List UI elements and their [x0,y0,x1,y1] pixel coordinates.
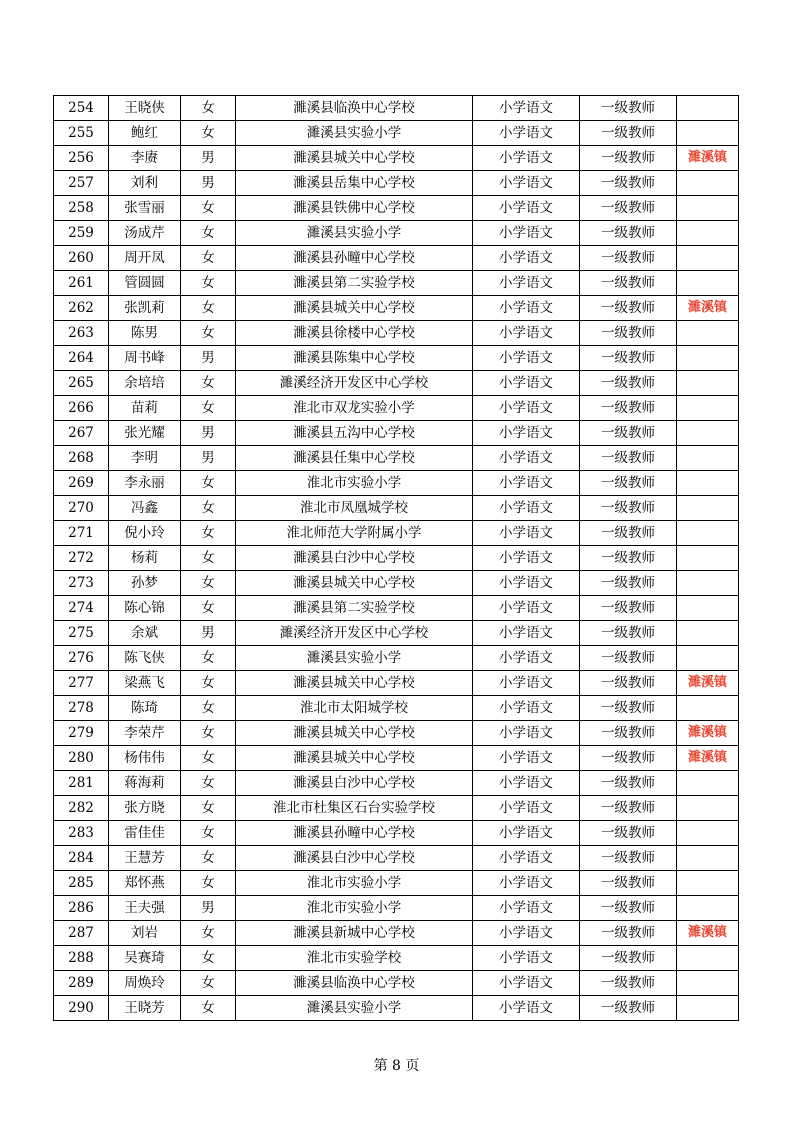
teacher-gender: 女 [181,996,236,1021]
subject: 小学语文 [473,396,580,421]
location-note [677,696,739,721]
school-name: 濉溪县临涣中心学校 [236,971,473,996]
subject: 小学语文 [473,321,580,346]
teacher-gender: 男 [181,896,236,921]
school-name: 濉溪县岳集中心学校 [236,171,473,196]
teacher-gender: 女 [181,471,236,496]
subject: 小学语文 [473,271,580,296]
teacher-name: 倪小玲 [109,521,181,546]
location-note [677,371,739,396]
professional-title: 一级教师 [580,821,677,846]
teacher-gender: 女 [181,246,236,271]
professional-title: 一级教师 [580,446,677,471]
teacher-gender: 女 [181,321,236,346]
teacher-gender: 女 [181,371,236,396]
school-name: 淮北市实验学校 [236,946,473,971]
row-number: 268 [54,446,109,471]
table-row [54,971,739,996]
location-note: 濉溪镇 [677,746,739,771]
table-row [54,396,739,421]
teacher-name: 余培培 [109,371,181,396]
row-number: 288 [54,946,109,971]
teacher-name: 杨莉 [109,546,181,571]
teacher-name: 陈男 [109,321,181,346]
subject: 小学语文 [473,996,580,1021]
row-number: 255 [54,121,109,146]
row-number: 270 [54,496,109,521]
professional-title: 一级教师 [580,996,677,1021]
school-name: 濉溪县五沟中心学校 [236,421,473,446]
professional-title: 一级教师 [580,671,677,696]
teacher-gender: 女 [181,746,236,771]
school-name: 濉溪县第二实验学校 [236,596,473,621]
professional-title: 一级教师 [580,971,677,996]
school-name: 濉溪县白沙中心学校 [236,546,473,571]
teacher-name: 蒋海莉 [109,771,181,796]
teacher-gender: 女 [181,796,236,821]
teacher-gender: 女 [181,846,236,871]
roster-body [54,96,739,1021]
school-name: 濉溪县城关中心学校 [236,721,473,746]
professional-title: 一级教师 [580,946,677,971]
location-note: 濉溪镇 [677,146,739,171]
teacher-roster-table [53,95,739,1021]
subject: 小学语文 [473,296,580,321]
teacher-name: 周书峰 [109,346,181,371]
row-number: 254 [54,96,109,121]
school-name: 淮北市太阳城学校 [236,696,473,721]
table-row [54,146,739,171]
location-note [677,471,739,496]
teacher-name: 张凯莉 [109,296,181,321]
professional-title: 一级教师 [580,296,677,321]
professional-title: 一级教师 [580,421,677,446]
table-row [54,821,739,846]
teacher-gender: 女 [181,596,236,621]
row-number: 290 [54,996,109,1021]
teacher-gender: 女 [181,546,236,571]
teacher-gender: 女 [181,696,236,721]
row-number: 281 [54,771,109,796]
teacher-name: 苗莉 [109,396,181,421]
location-note [677,871,739,896]
subject: 小学语文 [473,596,580,621]
table-row [54,746,739,771]
teacher-name: 张雪丽 [109,196,181,221]
teacher-name: 陈飞侠 [109,646,181,671]
location-note [677,121,739,146]
row-number: 261 [54,271,109,296]
location-note [677,171,739,196]
table-row [54,221,739,246]
teacher-gender: 女 [181,821,236,846]
table-row [54,771,739,796]
subject: 小学语文 [473,221,580,246]
teacher-name: 余斌 [109,621,181,646]
teacher-gender: 女 [181,971,236,996]
subject: 小学语文 [473,496,580,521]
professional-title: 一级教师 [580,121,677,146]
table-row [54,621,739,646]
location-note [677,771,739,796]
professional-title: 一级教师 [580,871,677,896]
school-name: 濉溪县新城中心学校 [236,921,473,946]
teacher-name: 陈心锦 [109,596,181,621]
teacher-gender: 女 [181,196,236,221]
professional-title: 一级教师 [580,571,677,596]
subject: 小学语文 [473,946,580,971]
teacher-name: 李荣芹 [109,721,181,746]
location-note [677,96,739,121]
row-number: 260 [54,246,109,271]
row-number: 283 [54,821,109,846]
table-row [54,921,739,946]
row-number: 273 [54,571,109,596]
subject: 小学语文 [473,171,580,196]
teacher-name: 王夫强 [109,896,181,921]
location-note [677,546,739,571]
row-number: 271 [54,521,109,546]
location-note [677,596,739,621]
subject: 小学语文 [473,721,580,746]
professional-title: 一级教师 [580,771,677,796]
location-note [677,421,739,446]
school-name: 濉溪县城关中心学校 [236,746,473,771]
row-number: 280 [54,746,109,771]
table-row [54,721,739,746]
professional-title: 一级教师 [580,221,677,246]
location-note [677,946,739,971]
professional-title: 一级教师 [580,596,677,621]
teacher-gender: 男 [181,621,236,646]
professional-title: 一级教师 [580,746,677,771]
table-row [54,671,739,696]
school-name: 濉溪县白沙中心学校 [236,846,473,871]
teacher-gender: 女 [181,671,236,696]
location-note [677,246,739,271]
row-number: 274 [54,596,109,621]
table-row [54,596,739,621]
professional-title: 一级教师 [580,371,677,396]
teacher-name: 吴赛琦 [109,946,181,971]
school-name: 淮北市双龙实验小学 [236,396,473,421]
table-row [54,196,739,221]
teacher-name: 杨伟伟 [109,746,181,771]
teacher-name: 李赓 [109,146,181,171]
school-name: 濉溪县城关中心学校 [236,296,473,321]
teacher-name: 张光耀 [109,421,181,446]
table-row [54,496,739,521]
table-row [54,371,739,396]
location-note [677,796,739,821]
table-row [54,996,739,1021]
professional-title: 一级教师 [580,546,677,571]
school-name: 濉溪县城关中心学校 [236,671,473,696]
school-name: 濉溪县临涣中心学校 [236,96,473,121]
table-row [54,871,739,896]
location-note [677,396,739,421]
location-note: 濉溪镇 [677,921,739,946]
teacher-gender: 女 [181,871,236,896]
professional-title: 一级教师 [580,496,677,521]
school-name: 淮北市凤凰城学校 [236,496,473,521]
subject: 小学语文 [473,871,580,896]
professional-title: 一级教师 [580,646,677,671]
teacher-name: 管圆圆 [109,271,181,296]
teacher-gender: 女 [181,96,236,121]
row-number: 269 [54,471,109,496]
professional-title: 一级教师 [580,896,677,921]
row-number: 259 [54,221,109,246]
location-note [677,346,739,371]
table-row [54,96,739,121]
teacher-gender: 女 [181,271,236,296]
table-row [54,421,739,446]
table-row [54,296,739,321]
row-number: 279 [54,721,109,746]
teacher-name: 鲍红 [109,121,181,146]
table-row [54,171,739,196]
school-name: 濉溪县任集中心学校 [236,446,473,471]
professional-title: 一级教师 [580,921,677,946]
row-number: 264 [54,346,109,371]
school-name: 濉溪县实验小学 [236,646,473,671]
page-number: 第 8 页 [373,1058,420,1074]
subject: 小学语文 [473,446,580,471]
table-row [54,471,739,496]
teacher-name: 王晓芳 [109,996,181,1021]
subject: 小学语文 [473,896,580,921]
teacher-gender: 男 [181,171,236,196]
row-number: 284 [54,846,109,871]
teacher-gender: 女 [181,496,236,521]
table-row [54,696,739,721]
location-note [677,996,739,1021]
row-number: 287 [54,921,109,946]
professional-title: 一级教师 [580,346,677,371]
professional-title: 一级教师 [580,471,677,496]
professional-title: 一级教师 [580,796,677,821]
location-note [677,521,739,546]
row-number: 262 [54,296,109,321]
subject: 小学语文 [473,971,580,996]
professional-title: 一级教师 [580,96,677,121]
school-name: 濉溪县陈集中心学校 [236,346,473,371]
teacher-name: 周焕玲 [109,971,181,996]
location-note [677,646,739,671]
subject: 小学语文 [473,921,580,946]
teacher-gender: 女 [181,721,236,746]
subject: 小学语文 [473,546,580,571]
subject: 小学语文 [473,621,580,646]
school-name: 濉溪县实验小学 [236,221,473,246]
subject: 小学语文 [473,796,580,821]
teacher-gender: 男 [181,421,236,446]
subject: 小学语文 [473,671,580,696]
school-name: 濉溪县白沙中心学校 [236,771,473,796]
row-number: 277 [54,671,109,696]
location-note [677,571,739,596]
school-name: 濉溪县城关中心学校 [236,146,473,171]
school-name: 濉溪经济开发区中心学校 [236,371,473,396]
teacher-name: 郑怀燕 [109,871,181,896]
subject: 小学语文 [473,121,580,146]
row-number: 257 [54,171,109,196]
row-number: 276 [54,646,109,671]
row-number: 275 [54,621,109,646]
teacher-gender: 女 [181,921,236,946]
school-name: 濉溪县孙疃中心学校 [236,246,473,271]
professional-title: 一级教师 [580,396,677,421]
location-note [677,896,739,921]
row-number: 289 [54,971,109,996]
professional-title: 一级教师 [580,271,677,296]
subject: 小学语文 [473,471,580,496]
professional-title: 一级教师 [580,246,677,271]
teacher-gender: 女 [181,121,236,146]
table-row [54,271,739,296]
table-row [54,796,739,821]
school-name: 淮北市实验小学 [236,896,473,921]
location-note [677,196,739,221]
school-name: 淮北市实验小学 [236,471,473,496]
row-number: 265 [54,371,109,396]
teacher-name: 梁燕飞 [109,671,181,696]
teacher-name: 李明 [109,446,181,471]
table-row [54,896,739,921]
table-row [54,346,739,371]
teacher-name: 刘岩 [109,921,181,946]
row-number: 285 [54,871,109,896]
subject: 小学语文 [473,146,580,171]
table-row [54,946,739,971]
subject: 小学语文 [473,746,580,771]
school-name: 淮北师范大学附属小学 [236,521,473,546]
teacher-name: 孙梦 [109,571,181,596]
location-note [677,321,739,346]
subject: 小学语文 [473,246,580,271]
professional-title: 一级教师 [580,621,677,646]
school-name: 濉溪县实验小学 [236,121,473,146]
subject: 小学语文 [473,696,580,721]
subject: 小学语文 [473,846,580,871]
table-row [54,121,739,146]
location-note [677,971,739,996]
teacher-gender: 女 [181,771,236,796]
teacher-gender: 男 [181,146,236,171]
location-note: 濉溪镇 [677,671,739,696]
location-note [677,496,739,521]
row-number: 266 [54,396,109,421]
professional-title: 一级教师 [580,146,677,171]
school-name: 淮北市杜集区石台实验学校 [236,796,473,821]
subject: 小学语文 [473,571,580,596]
subject: 小学语文 [473,371,580,396]
teacher-gender: 女 [181,521,236,546]
teacher-name: 周开凤 [109,246,181,271]
school-name: 濉溪县第二实验学校 [236,271,473,296]
school-name: 濉溪县徐楼中心学校 [236,321,473,346]
subject: 小学语文 [473,646,580,671]
table-row [54,521,739,546]
professional-title: 一级教师 [580,321,677,346]
row-number: 267 [54,421,109,446]
school-name: 淮北市实验小学 [236,871,473,896]
row-number: 282 [54,796,109,821]
professional-title: 一级教师 [580,696,677,721]
row-number: 263 [54,321,109,346]
teacher-gender: 女 [181,296,236,321]
teacher-gender: 女 [181,946,236,971]
table-row [54,571,739,596]
location-note [677,271,739,296]
table-row [54,546,739,571]
location-note: 濉溪镇 [677,721,739,746]
school-name: 濉溪县铁佛中心学校 [236,196,473,221]
professional-title: 一级教师 [580,196,677,221]
subject: 小学语文 [473,346,580,371]
table-row [54,646,739,671]
table-row [54,446,739,471]
professional-title: 一级教师 [580,171,677,196]
row-number: 278 [54,696,109,721]
row-number: 256 [54,146,109,171]
teacher-gender: 女 [181,396,236,421]
school-name: 濉溪经济开发区中心学校 [236,621,473,646]
professional-title: 一级教师 [580,521,677,546]
teacher-gender: 女 [181,646,236,671]
location-note [677,821,739,846]
school-name: 濉溪县实验小学 [236,996,473,1021]
teacher-gender: 女 [181,221,236,246]
subject: 小学语文 [473,96,580,121]
teacher-name: 王慧芳 [109,846,181,871]
teacher-name: 汤成芹 [109,221,181,246]
subject: 小学语文 [473,771,580,796]
row-number: 258 [54,196,109,221]
table-row [54,846,739,871]
location-note [677,846,739,871]
teacher-name: 陈琦 [109,696,181,721]
professional-title: 一级教师 [580,846,677,871]
subject: 小学语文 [473,421,580,446]
table-row [54,246,739,271]
teacher-gender: 女 [181,571,236,596]
teacher-name: 雷佳佳 [109,821,181,846]
school-name: 濉溪县孙疃中心学校 [236,821,473,846]
row-number: 272 [54,546,109,571]
teacher-name: 刘利 [109,171,181,196]
location-note [677,621,739,646]
location-note [677,221,739,246]
teacher-name: 冯鑫 [109,496,181,521]
location-note: 濉溪镇 [677,296,739,321]
teacher-name: 张方晓 [109,796,181,821]
subject: 小学语文 [473,821,580,846]
professional-title: 一级教师 [580,721,677,746]
school-name: 濉溪县城关中心学校 [236,571,473,596]
row-number: 286 [54,896,109,921]
subject: 小学语文 [473,196,580,221]
teacher-gender: 男 [181,346,236,371]
subject: 小学语文 [473,521,580,546]
teacher-gender: 男 [181,446,236,471]
teacher-name: 王晓侠 [109,96,181,121]
location-note [677,446,739,471]
teacher-name: 李永丽 [109,471,181,496]
table-row [54,321,739,346]
